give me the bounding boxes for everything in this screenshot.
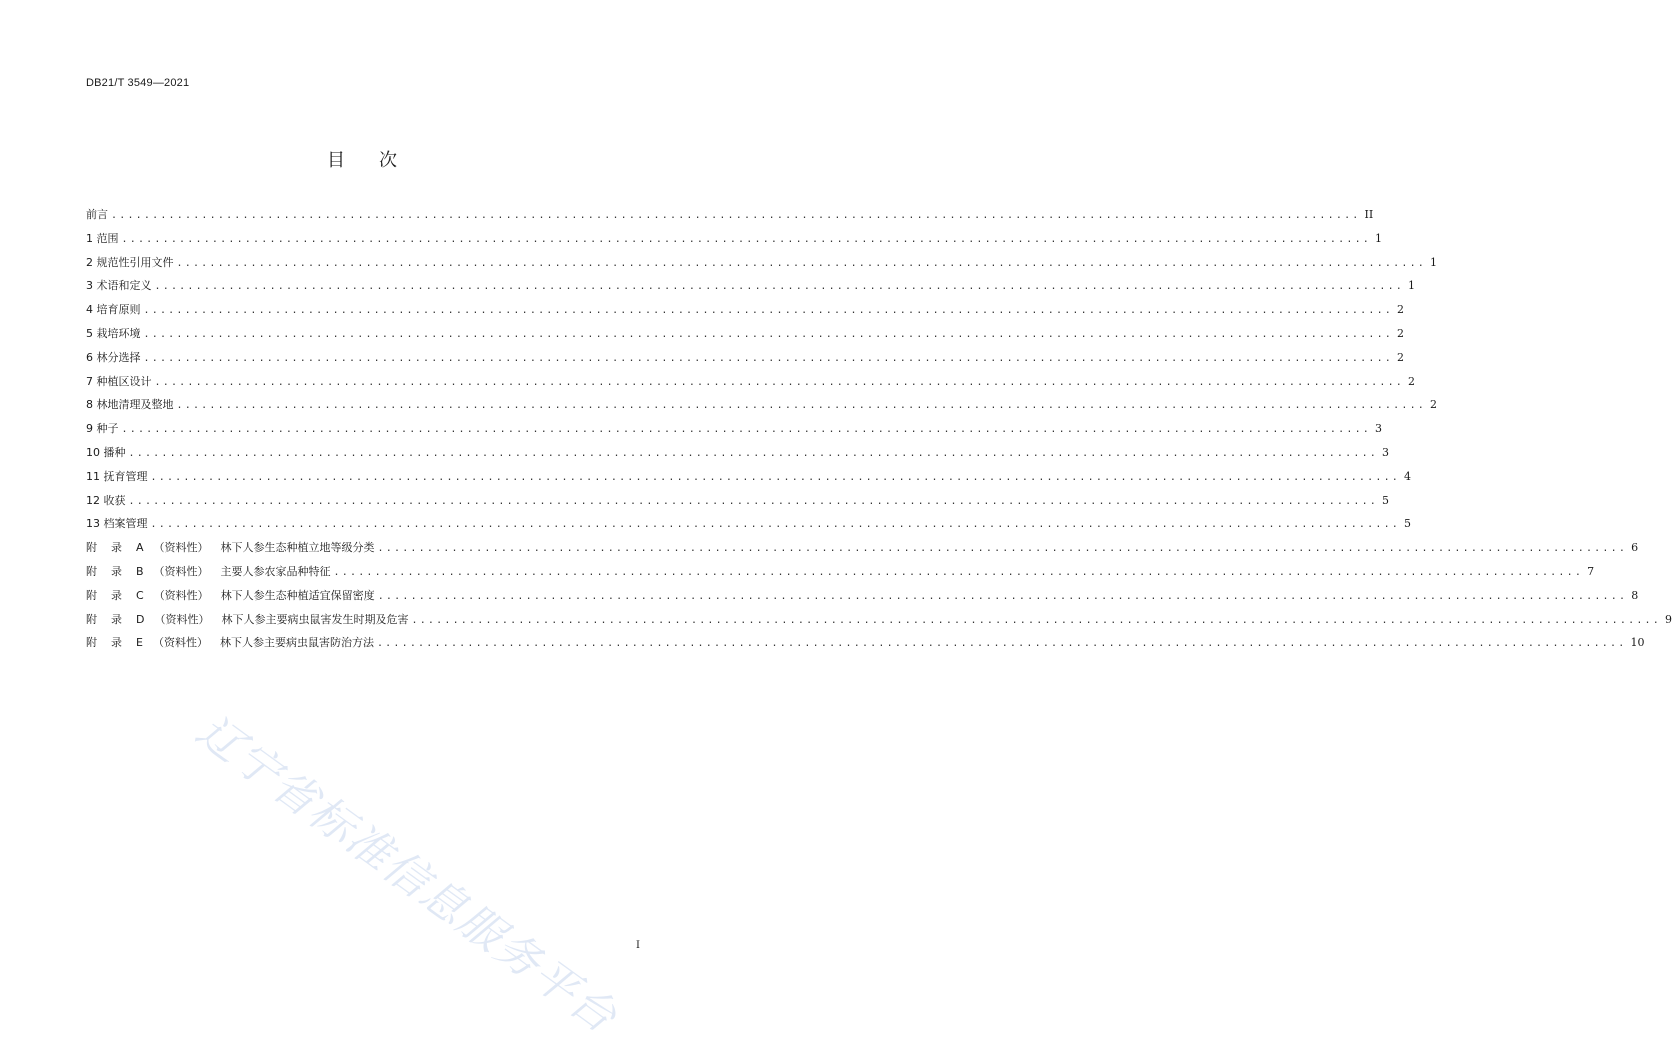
toc-entry-label: 12 收获: [86, 493, 126, 507]
toc-page-number: 2: [1397, 350, 1405, 364]
dot-leader: ........................................................................................................................................................: [411, 614, 1662, 626]
page-title: [0, 150, 724, 172]
appendix-nature: （资料性）: [152, 636, 208, 650]
toc-entry-appendix-b[interactable]: [86, 563, 1595, 587]
appendix-letter: D: [136, 612, 145, 626]
toc-entry-cultivation-principles[interactable]: [86, 301, 1405, 325]
toc-entry-sowing[interactable]: [86, 444, 1390, 468]
appendix-lu: 录: [111, 564, 122, 578]
toc-entry-scope[interactable]: [86, 230, 1383, 254]
appendix-label: [86, 587, 378, 605]
toc-entry-environment[interactable]: [86, 325, 1405, 349]
toc-entry-label: 11 抚育管理: [86, 469, 148, 483]
title-char-2: 次: [379, 150, 397, 171]
appendix-lu: 录: [111, 588, 122, 602]
standard-code: DB21/T 3549—2021: [86, 77, 190, 89]
toc-entry-label: 7 种植区设计: [86, 374, 152, 388]
dot-leader: ........................................................................................................................................................: [121, 233, 1372, 245]
appendix-label: [86, 611, 411, 629]
toc-entry-site-preparation[interactable]: [86, 396, 1438, 420]
toc-entry-foreword[interactable]: [86, 206, 1374, 230]
toc-entry-appendix-e[interactable]: [86, 634, 1645, 658]
page-number: I: [636, 940, 640, 951]
dot-leader: ........................................................................................................................................................: [154, 376, 1405, 388]
toc-entry-seeds[interactable]: [86, 420, 1383, 444]
toc-entry-normative-references[interactable]: [86, 254, 1438, 278]
toc-page-number: 2: [1430, 398, 1438, 412]
dot-leader: ........................................................................................................................................................: [150, 471, 1401, 483]
dot-leader: ........................................................................................................................................................: [143, 328, 1394, 340]
appendix-nature: （资料性）: [154, 612, 210, 626]
appendix-fu: 附: [86, 541, 97, 555]
toc-entry-label: 1 范围: [86, 231, 119, 245]
toc-page-number: 5: [1404, 517, 1412, 531]
toc-entry-appendix-a[interactable]: [86, 539, 1639, 563]
appendix-nature: （资料性）: [153, 564, 209, 578]
appendix-fu: 附: [86, 564, 97, 578]
appendix-title: 主要人参农家品种特征: [220, 564, 331, 578]
toc-entry-label: 13 档案管理: [86, 517, 148, 531]
toc-entry-tending[interactable]: [86, 468, 1412, 492]
dot-leader: ........................................................................................................................................................: [176, 400, 1427, 412]
dot-leader: ........................................................................................................................................................: [154, 281, 1405, 293]
title-char-1: 目: [327, 150, 345, 171]
toc-entry-stand-selection[interactable]: [86, 349, 1405, 373]
appendix-nature: （资料性）: [153, 541, 209, 555]
dot-leader: ........................................................................................................................................................: [128, 495, 1379, 507]
dot-leader: ........................................................................................................................................................: [111, 210, 1361, 221]
toc-page-number: 1: [1408, 279, 1416, 293]
appendix-letter: C: [136, 588, 144, 602]
dot-leader: ........................................................................................................................................................: [377, 590, 1628, 602]
dot-leader: ........................................................................................................................................................: [150, 519, 1401, 531]
toc-page-number: 2: [1408, 374, 1416, 388]
toc-entry-label: 10 播种: [86, 445, 126, 459]
toc-page-number: 8: [1631, 588, 1639, 602]
toc-entry-label: 9 种子: [86, 422, 119, 436]
appendix-nature: （资料性）: [153, 588, 209, 602]
appendix-lu: 录: [111, 541, 122, 555]
appendix-letter: E: [136, 636, 143, 650]
toc-entry-label: 5 栽培环境: [86, 326, 141, 340]
dot-leader: ........................................................................................................................................................: [376, 638, 1627, 650]
toc-page-number: 4: [1404, 469, 1412, 483]
appendix-title: 林下人参生态种植适宜保留密度: [220, 588, 375, 602]
toc-entry-appendix-d[interactable]: [86, 611, 1672, 635]
toc-page-number: 7: [1587, 564, 1595, 578]
appendix-label: [86, 563, 334, 581]
toc-entry-label: 4 培育原则: [86, 303, 141, 317]
appendix-fu: 附: [86, 612, 97, 626]
toc-entry-label: 6 林分选择: [86, 350, 141, 364]
dot-leader: ........................................................................................................................................................: [333, 566, 1584, 578]
toc-page-number: 5: [1382, 493, 1390, 507]
watermark: 辽宁省标准信息服务平台: [187, 705, 627, 1044]
appendix-title: 林下人参生态种植立地等级分类: [220, 541, 375, 555]
appendix-lu: 录: [111, 636, 122, 650]
toc-entry-label: 3 术语和定义: [86, 279, 152, 293]
toc-entry-planting-design[interactable]: [86, 373, 1416, 397]
toc-entry-label: 前言: [86, 208, 108, 221]
toc-page-number: 6: [1631, 541, 1639, 555]
toc-page-number: 3: [1382, 445, 1390, 459]
toc-page-number: 1: [1430, 255, 1438, 269]
dot-leader: ........................................................................................................................................................: [128, 447, 1379, 459]
appendix-title: 林下人参主要病虫鼠害防治方法: [219, 636, 374, 650]
dot-leader: ........................................................................................................................................................: [143, 352, 1394, 364]
toc-entry-terms-definitions[interactable]: [86, 277, 1416, 301]
appendix-letter: A: [136, 541, 144, 555]
appendix-fu: 附: [86, 588, 97, 602]
table-of-contents: [86, 206, 1672, 658]
toc-page-number: 3: [1375, 422, 1383, 436]
dot-leader: ........................................................................................................................................................: [377, 543, 1628, 555]
dot-leader: ........................................................................................................................................................: [176, 257, 1427, 269]
toc-entry-label: 8 林地清理及整地: [86, 398, 174, 412]
toc-page-number: II: [1364, 208, 1374, 221]
toc-page-number: 1: [1375, 231, 1383, 245]
toc-page-number: 2: [1397, 326, 1405, 340]
appendix-title: 林下人参主要病虫鼠害发生时期及危害: [221, 612, 409, 626]
appendix-letter: B: [136, 564, 144, 578]
toc-entry-harvest[interactable]: [86, 492, 1390, 516]
toc-page-number: 9: [1665, 612, 1672, 626]
appendix-fu: 附: [86, 636, 97, 650]
toc-entry-records[interactable]: [86, 515, 1412, 539]
appendix-label: [86, 539, 378, 557]
dot-leader: ........................................................................................................................................................: [121, 424, 1372, 436]
appendix-label: [86, 634, 377, 652]
toc-entry-label: 2 规范性引用文件: [86, 255, 174, 269]
toc-entry-appendix-c[interactable]: [86, 587, 1639, 611]
toc-page-number: 2: [1397, 303, 1405, 317]
dot-leader: ........................................................................................................................................................: [143, 305, 1394, 317]
appendix-lu: 录: [111, 612, 122, 626]
toc-page-number: 10: [1630, 636, 1645, 650]
